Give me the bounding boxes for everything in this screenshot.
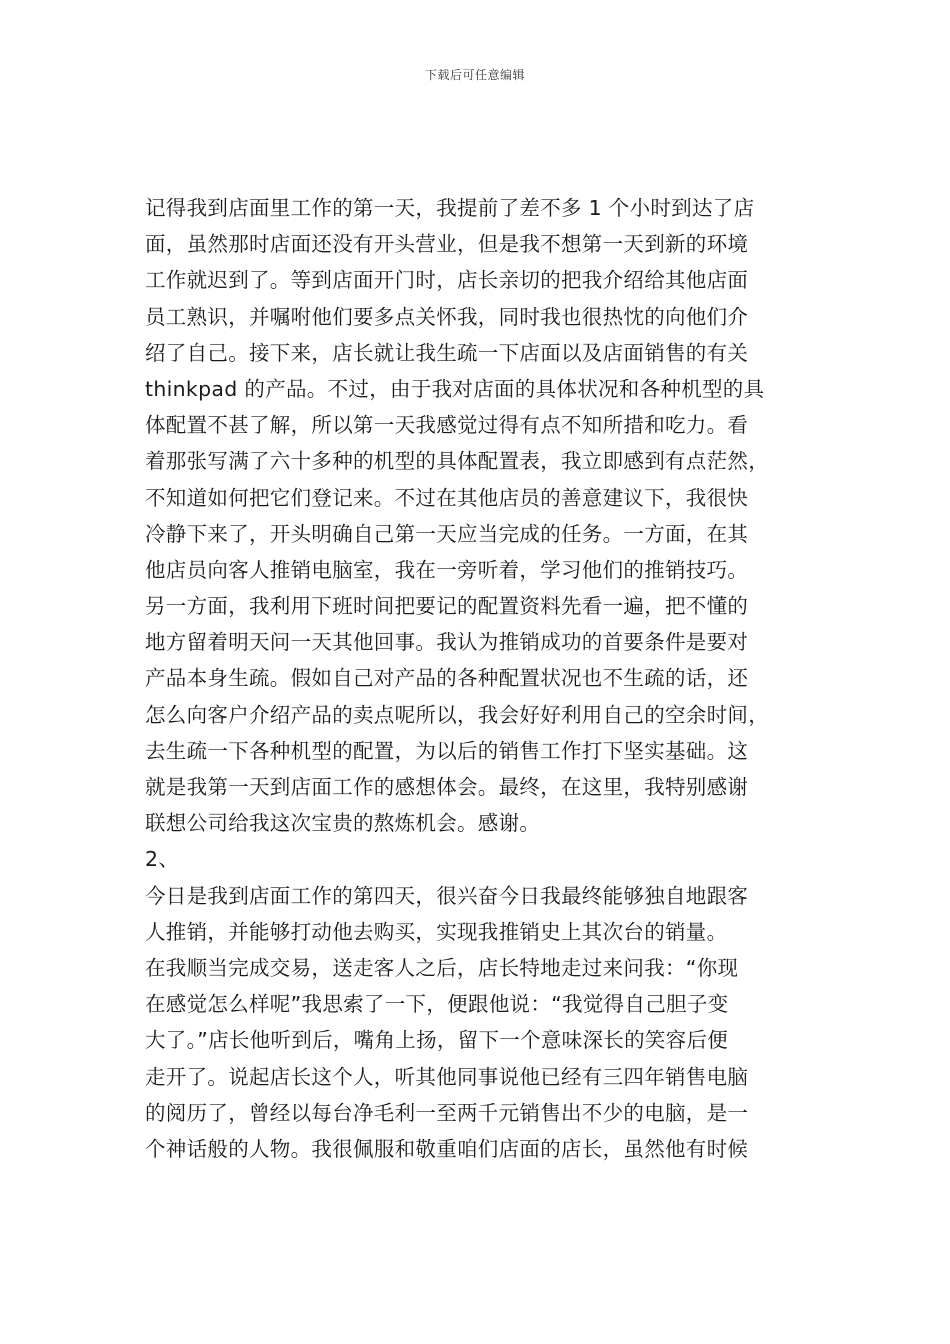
- text-line: thinkpad 的产品。不过，由于我对店面的具体状况和各种机型的具: [145, 376, 765, 401]
- document-body: [145, 190, 835, 1167]
- text-line: 另一方面，我利用下班时间把要记的配置资料先看一遍，把不懂的: [145, 594, 749, 619]
- text-line: 在我顺当完成交易，送走客人之后，店长特地走过来问我：“你现: [145, 955, 739, 980]
- text-line: 个神话般的人物。我很佩服和敬重咱们店面的店长，虽然他有时候: [145, 1136, 749, 1161]
- text-line: 大了。”店长他听到后，嘴角上扬，留下一个意味深长的笑容后便: [145, 1028, 729, 1053]
- text-line: 他店员向客人推销电脑室，我在一旁听着，学习他们的推销技巧。: [145, 557, 749, 582]
- text-line: 就是我第一天到店面工作的感想体会。最终，在这里，我特别感谢: [145, 775, 749, 799]
- text-line: 怎么向客户介绍产品的卖点呢所以，我会好好利用自己的空余时间，: [145, 702, 769, 727]
- text-line: 冷静下来了，开头明确自己第一天应当完成的任务。一方面，在其: [145, 521, 749, 546]
- text-line: 面，虽然那时店面还没有开头营业，但是我不想第一天到新的环境: [145, 232, 749, 257]
- text-line: 人推销，并能够打动他去购买，实现我推销史上其次台的销量。: [145, 919, 728, 944]
- text-line: 体配置不甚了解，所以第一天我感觉过得有点不知所措和吃力。看: [145, 413, 749, 438]
- text-line: 走开了。说起店长这个人，听其他同事说他已经有三四年销售电脑: [145, 1064, 749, 1089]
- text-line: 不知道如何把它们登记来。不过在其他店员的善意建议下，我很快: [145, 485, 749, 510]
- text-line: 着那张写满了六十多种的机型的具体配置表，我立即感到有点茫然，: [145, 449, 769, 474]
- text-line: 今日是我到店面工作的第四天，很兴奋今日我最终能够独自地跟客: [145, 883, 749, 908]
- section-number: 2、: [145, 847, 180, 872]
- text-line: 地方留着明天问一天其他回事。我认为推销成功的首要条件是要对: [145, 630, 749, 655]
- text-line: 绍了自己。接下来，店长就让我生疏一下店面以及店面销售的有关: [145, 340, 749, 365]
- text-line: 工作就迟到了。等到店面开门时，店长亲切的把我介绍给其他店面: [145, 268, 749, 293]
- text-line: 员工熟识，并嘱咐他们要多点关怀我，同时我也很热忱的向他们介: [145, 304, 749, 329]
- page-header: 下载后可任意编辑: [424, 68, 525, 82]
- text-line: 记得我到店面里工作的第一天，我提前了差不多 1 个小时到达了店: [145, 196, 755, 220]
- text-line: 联想公司给我这次宝贵的熬炼机会。感谢。: [145, 811, 541, 836]
- text-line: 在感觉怎么样呢”我思索了一下，便跟他说：“我觉得自己胆子变: [145, 992, 729, 1017]
- text-line: 产品本身生疏。假如自己对产品的各种配置状况也不生疏的话，还: [145, 666, 749, 691]
- text-line: 的阅历了，曾经以每台净毛利一至两千元销售出不少的电脑，是一: [145, 1100, 749, 1125]
- text-line: 去生疏一下各种机型的配置，为以后的销售工作打下坚实基础。这: [145, 738, 749, 763]
